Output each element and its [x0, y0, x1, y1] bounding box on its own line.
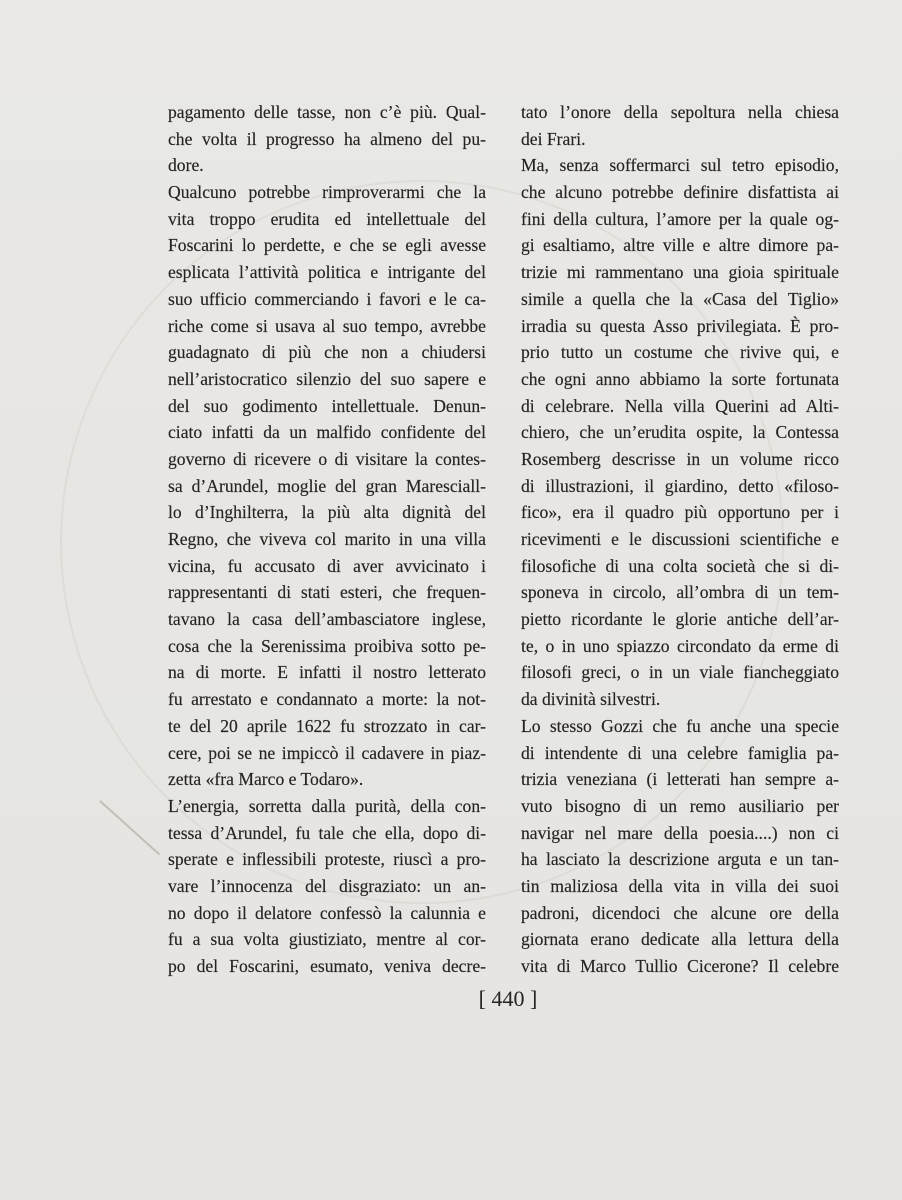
text-line: vicina, fu accusato di aver avvicinato i: [168, 555, 486, 576]
text-line: che volta il progresso ha almeno del pu-: [168, 128, 486, 149]
text-line: tessa d’Arundel, fu tale che ella, dopo di-: [168, 822, 486, 843]
left-text-column: [168, 99, 486, 980]
page-crease: [99, 800, 160, 855]
text-line: navigar nel mare della poesia....) non ci: [521, 822, 839, 843]
text-line: sa d’Arundel, moglie del gran Maresciall-: [168, 475, 486, 496]
text-line: trizie mi rammentano una gioia spirituale: [521, 262, 839, 283]
text-line: Qualcuno potrebbe rimproverarmi che la: [168, 182, 486, 203]
text-line: sponeva in circolo, all’ombra di un tem-: [521, 582, 839, 603]
text-line: dei Frari.: [521, 128, 586, 149]
text-line: pagamento delle tasse, non c’è più. Qual-: [168, 102, 486, 122]
right-text-column: [521, 99, 839, 980]
text-line: riche come si usava al suo tempo, avrebbe: [168, 315, 486, 336]
text-line: irradia su questa Asso privilegiata. È pro-: [521, 315, 839, 336]
text-line: Regno, che viveva col marito in una villa: [168, 529, 486, 549]
text-line: Lo stesso Gozzi che fu anche una specie: [521, 715, 839, 736]
text-line: trizia veneziana (i letterati han sempre a-: [521, 769, 839, 790]
text-line: ha lasciato la descrizione arguta e un tan-: [521, 849, 839, 870]
text-line: vare l’innocenza del disgraziato: un an-: [168, 875, 486, 896]
text-line: gi esaltiamo, altre ville e altre dimore pa-: [521, 235, 839, 256]
text-line: fico», era il quadro più opportuno per i: [521, 502, 839, 523]
text-line: lo d’Inghilterra, la più alta dignità del: [168, 502, 486, 523]
text-line: suo ufficio commerciando i favori e le ca-: [168, 288, 486, 309]
text-line: chiero, che un’erudita ospite, la Contessa: [521, 422, 839, 443]
text-line: ricevimenti e le discussioni scientifiche e: [521, 529, 839, 549]
text-line: zetta «fra Marco e Todaro».: [168, 769, 364, 790]
text-line: tin maliziosa della vita in villa dei suoi: [521, 875, 839, 896]
text-line: L’energia, sorretta dalla purità, della con-: [168, 795, 486, 816]
text-line: ciato infatti da un malfido confidente del: [168, 422, 486, 443]
text-line: padroni, dicendoci che alcune ore della: [521, 902, 839, 923]
text-line: fu a sua volta giustiziato, mentre al cor-: [168, 929, 486, 950]
text-line: tato l’onore della sepoltura nella chiesa: [521, 102, 839, 122]
text-line: che alcuno potrebbe definire disfattista ai: [521, 182, 839, 203]
text-line: dore.: [168, 155, 204, 176]
text-line: nell’aristocratico silenzio del suo sapere e: [168, 368, 486, 389]
text-line: di illustrazioni, il giardino, detto «filoso-: [521, 475, 839, 496]
text-line: rappresentanti di stati esteri, che frequen-: [168, 582, 486, 603]
page-number: [ 440 ]: [478, 986, 538, 1011]
text-line: na di morte. E infatti il nostro letterato: [168, 662, 486, 683]
text-line: cosa che la Serenissima proibiva sotto pe-: [168, 635, 486, 656]
text-line: Rosemberg descrisse in un volume ricco: [521, 448, 839, 469]
text-line: di intendente di una celebre famiglia pa-: [521, 742, 839, 763]
text-line: te del 20 aprile 1622 fu strozzato in car-: [168, 715, 486, 736]
text-line: pietto ricordante le glorie antiche dell’ar-: [521, 609, 839, 630]
text-line: da divinità silvestri.: [521, 689, 661, 710]
text-line: po del Foscarini, esumato, veniva decre-: [168, 956, 486, 976]
text-line: Ma, senza soffermarci sul tetro episodio,: [521, 155, 839, 176]
text-line: che ogni anno abbiamo la sorte fortunata: [521, 368, 839, 389]
text-line: vita troppo erudita ed intellettuale del: [168, 208, 486, 229]
text-line: giornata erano dedicate alla lettura della: [521, 929, 839, 950]
text-line: filosofi greci, o in un viale fiancheggiato: [521, 662, 839, 683]
text-line: di celebrare. Nella villa Querini ad Alti-: [521, 395, 839, 416]
text-line: cere, poi se ne impiccò il cadavere in piaz-: [168, 742, 486, 763]
text-line: prio tutto un costume che rivive qui, e: [521, 342, 839, 363]
text-line: esplicata l’attività politica e intrigante del: [168, 262, 486, 283]
text-line: vuto bisogno di un remo ausiliario per: [521, 795, 839, 816]
text-line: simile a quella che la «Casa del Tiglio»: [521, 288, 839, 309]
text-line: te, o in uno spiazzo circondato da erme di: [521, 635, 839, 656]
text-line: filosofiche di una colta società che si di-: [521, 555, 839, 576]
text-line: no dopo il delatore confessò la calunnia e: [168, 902, 486, 923]
text-line: sperate e inflessibili proteste, riuscì a pro-: [168, 849, 486, 870]
text-line: guadagnato di più che non a chiudersi: [168, 342, 486, 363]
text-line: vita di Marco Tullio Cicerone? Il celebre: [521, 956, 839, 976]
text-line: governo di ricevere o di visitare la contes-: [168, 448, 486, 469]
text-line: fini della cultura, l’amore per la quale og-: [521, 208, 839, 229]
text-line: tavano la casa dell’ambasciatore inglese,: [168, 609, 486, 630]
text-line: Foscarini lo perdette, e che se egli avesse: [168, 235, 486, 256]
text-line: del suo godimento intellettuale. Denun-: [168, 395, 486, 416]
text-line: fu arrestato e condannato a morte: la not-: [168, 689, 486, 710]
